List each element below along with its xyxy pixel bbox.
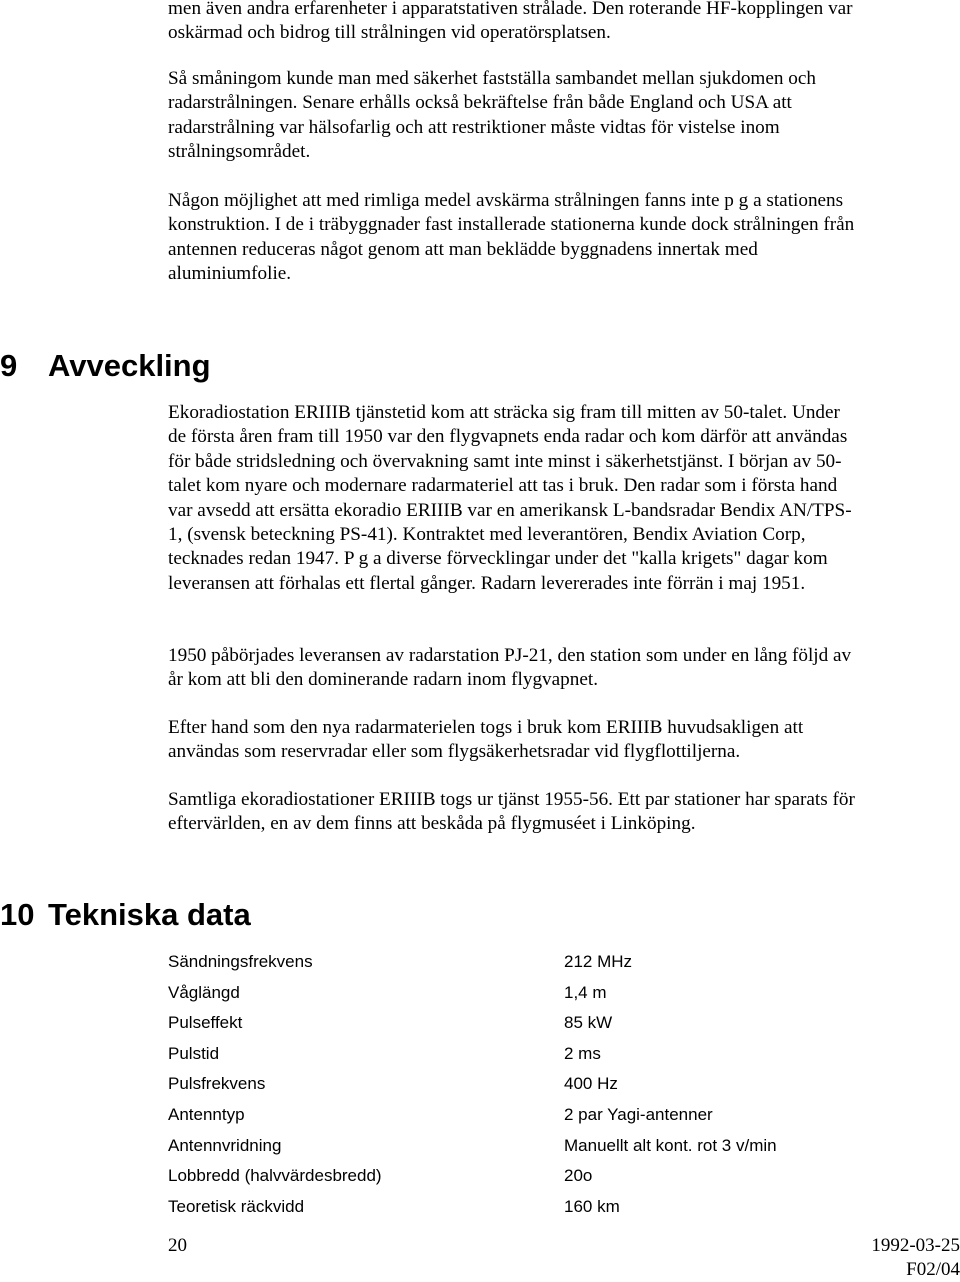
spec-label: Pulstid	[168, 1043, 220, 1063]
spec-label: Antenntyp	[168, 1104, 245, 1124]
spec-label: Teoretisk räckvidd	[168, 1196, 305, 1216]
section-10-number: 10	[0, 897, 35, 932]
spec-value: Manuellt alt kont. rot 3 v/min	[564, 1135, 777, 1155]
section-9-paragraph-2: 1950 påbörjades leveransen av radarstation PJ-21, den station som under en lång följd av år kom att bli den dominerande radarn inom flygvapnet.	[168, 645, 852, 691]
intro-paragraph-2: Så småningom kunde man med säkerhet fastställa sambandet mellan sjukdomen och radarstrålningen. Senare erhålls också bekräftelse från både England och USA att radarstrålning var hälsofarlig och att restriktioner måste vidtas för vistelse inom strålningsområdet.	[168, 68, 816, 163]
section-10-heading	[0, 897, 251, 933]
section-9-heading	[0, 348, 211, 384]
spec-value: 1,4 m	[564, 982, 607, 1002]
section-10-title: Tekniska data	[48, 897, 251, 932]
footer-meta	[871, 1234, 960, 1282]
footer-date: 1992-03-25	[871, 1235, 960, 1256]
spec-label: Sändningsfrekvens	[168, 952, 313, 971]
spec-value: 2 par Yagi-antenner	[564, 1104, 713, 1124]
section-9-title: Avveckling	[48, 348, 211, 383]
page-number: 20	[168, 1235, 187, 1256]
intro-paragraph-1: men även andra erfarenheter i apparatstativen strålade. Den roterande HF-kopplingen var oskärmad och bidrog till strålningen vid operatörsplatsen.	[168, 0, 853, 44]
spec-label: Antennvridning	[168, 1135, 282, 1155]
footer-doc-id: F02/04	[906, 1259, 960, 1280]
spec-label: Lobbredd (halvvärdesbredd)	[168, 1166, 382, 1186]
spec-value: 212 MHz	[564, 952, 633, 971]
section-9-number: 9	[0, 348, 18, 383]
spec-label: Pulsfrekvens	[168, 1074, 266, 1094]
spec-label: Våglängd	[168, 982, 240, 1002]
section-9-paragraph-3: Efter hand som den nya radarmaterielen togs i bruk kom ERIIIB huvudsakligen att användas som reservradar eller som flygsäkerhetsradar vid flygflottiljerna.	[168, 717, 804, 763]
spec-value: 400 Hz	[564, 1074, 618, 1094]
spec-value: 85 kW	[564, 1013, 613, 1033]
spec-value: 160 km	[564, 1196, 620, 1216]
spec-value: 20o	[564, 1166, 593, 1186]
intro-paragraph-3: Någon möjlighet att med rimliga medel avskärma strålningen fanns inte p g a stationens konstruktion. I de i träbyggnader fast installerade stationerna kunde dock strålningen från antennen reduceras något genom att man beklädde byggnadens innertak med aluminiumfolie.	[168, 190, 855, 285]
spec-value: 2 ms	[564, 1043, 601, 1063]
spec-label: Pulseffekt	[168, 1013, 243, 1033]
section-9-paragraph-1: Ekoradiostation ERIIIB tjänstetid kom att sträcka sig fram till mitten av 50-talet. Under de första åren fram till 1950 var den flygvapnets enda radar och kom därför att användas för både stridsledning och övervakning samt inte minst i säkerhetstjänst. I början av 50-talet kom nyare och modernare radarmateriel att tas i bruk. Den radar som i första hand var avsedd att ersätta ekoradio ERIIIB var en amerikansk L-bandsradar Bendix AN/TPS-1, (svensk beteckning PS-41). Kontraktet med leverantören, Bendix Aviation Corp, tecknades redan 1947. P g a diverse förvecklingar under det "kalla krigets" dagar kom leveransen att förhalas ett flertal gånger. Radarn levererades inte förrän i maj 1951.	[168, 402, 852, 594]
section-9-paragraph-4: Samtliga ekoradiostationer ERIIIB togs ur tjänst 1955-56. Ett par stationer har sparats för eftervärlden, en av dem finns att beskåda på flygmuséet i Linköping.	[168, 789, 855, 835]
